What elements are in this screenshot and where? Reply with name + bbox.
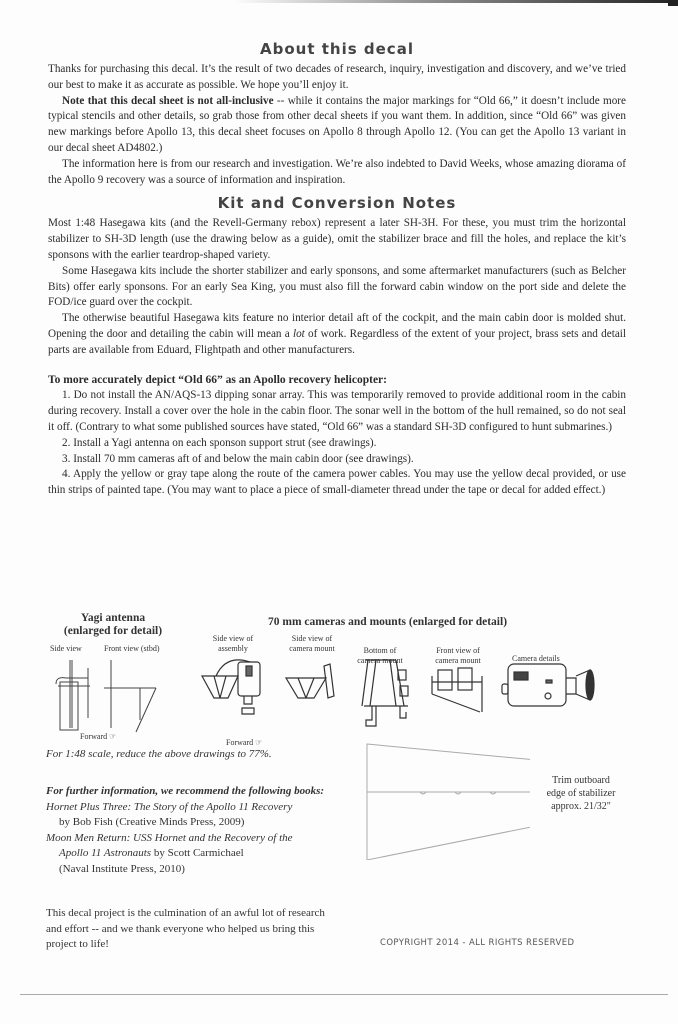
book2-title: Moon Men Return: USS Hornet and the Recovery of the bbox=[46, 831, 293, 844]
yagi-forward-label: Forward ☞ bbox=[80, 732, 117, 741]
top-corner-mark bbox=[668, 0, 678, 6]
side-assembly-line2: assembly bbox=[218, 644, 248, 653]
yagi-title-line1: Yagi antenna bbox=[80, 612, 146, 624]
side-mount-line1: Side view of bbox=[291, 634, 333, 643]
yagi-side-label: Side view bbox=[50, 644, 82, 653]
trim-note-line3: approx. 21/32" bbox=[551, 801, 611, 812]
kit-paragraph-1: Most 1:48 Hasegawa kits (and the Revell-Germany rebox) represent a later SH-3H. For these, you must trim the horizontal stabilizer to SH-3D length (use the drawing below as a guide), omit the stabilizer brace and fill the holes, and replace the kit’s sponsons with the earlier teardrop-shaped variety. bbox=[48, 217, 626, 261]
book2-author: by Scott Carmichael bbox=[151, 847, 244, 859]
recovery-item-3: 3. Install 70 mm cameras aft of and below the main cabin door (see drawings). bbox=[62, 452, 414, 465]
recovery-lead: To more accurately depict “Old 66” as an Apollo recovery helicopter: bbox=[48, 373, 387, 386]
recovery-item-2: 2. Install a Yagi antenna on each sponson support strut (see drawings). bbox=[62, 436, 377, 449]
yagi-title bbox=[48, 612, 178, 638]
books-section bbox=[46, 784, 326, 877]
book2-publisher: (Naval Institute Press, 2010) bbox=[59, 862, 185, 875]
book2-author-line bbox=[46, 846, 326, 862]
copyright: COPYRIGHT 2014 - ALL RIGHTS RESERVED bbox=[380, 938, 575, 948]
about-note-rest: -- while it contains the major markings for “Old 66,” it doesn’t include more typical stencils and other details, so grab those from other decal sheets if you want them. In addition, since “Old 66” was given new markings before Apollo 13, this decal sheet focuses on Apollo 8 through Apollo 12. (You can get the Apollo 13 variant in our decal sheet AD4802.) bbox=[48, 94, 626, 154]
kit-paragraph-3 bbox=[48, 311, 626, 358]
book2-title-cont: Apollo 11 Astronauts bbox=[59, 847, 152, 859]
trim-note-line1: Trim outboard bbox=[552, 775, 610, 786]
kit-heading: Kit and Conversion Notes bbox=[217, 194, 457, 213]
trim-note bbox=[536, 774, 626, 813]
about-paragraph-1: Thanks for purchasing this decal. It’s the result of two decades of research, inquiry, investigation and discovery, and we’ve tried our best to make it as accurate as possible. We hope you’ll enjoy it. bbox=[48, 63, 626, 91]
recovery-item-4: 4. Apply the yellow or gray tape along the route of the camera power cables. You may use the yellow decal provided, or use thin strips of painted tape. (You may want to place a piece of small-diameter thread under the tape or decal for added effect.) bbox=[48, 468, 626, 497]
bottom-edge-line bbox=[20, 994, 668, 995]
kit-p3-a: The otherwise beautiful Hasegawa kits feature no interior detail aft of the cockpit, and the main cabin door is molded shut. Opening the door and detailing the cabin will mean a bbox=[48, 312, 626, 340]
front-mount-line2: camera mount bbox=[435, 656, 481, 665]
stabilizer-trim-drawing bbox=[360, 740, 530, 860]
side-assembly-line1: Side view of bbox=[212, 634, 254, 643]
about-heading: About this decal bbox=[260, 40, 414, 58]
front-mount-line1: Front view of bbox=[436, 646, 480, 655]
side-mount-label bbox=[284, 634, 340, 654]
yagi-front-label: Front view (stbd) bbox=[104, 644, 160, 653]
camera-mount-drawings bbox=[196, 656, 596, 736]
recovery-item-1: 1. Do not install the AN/AQS-13 dipping sonar array. This was temporarily removed to provide additional room in the cabin during recovery. Install a cover over the hole in the cabin floor. The sonar well in the bottom of the hull remained, so do not seal it off. (Contrary to what some published sources have stated, “Old 66” was a standard SH-3D configured to hunt submarines.) bbox=[48, 389, 626, 433]
side-mount-line2: camera mount bbox=[289, 644, 335, 653]
kit-p3-emphasis: lot bbox=[292, 327, 305, 340]
yagi-antenna-drawing bbox=[44, 656, 174, 736]
kit-paragraph-2: Some Hasegawa kits include the shorter stabilizer and early sponsons, and some aftermarket manufacturers (such as Belcher Bits) offer early sponsons. For an early Sea King, you must also fill the forward cabin window on the port side and delete the FOD/ice guard over the cockpit. bbox=[48, 264, 626, 309]
thanks-note: This decal project is the culmination of an awful lot of research and effort -- and we thank everyone who helped us bring this project to life! bbox=[46, 907, 325, 950]
book1-author: by Bob Fish (Creative Minds Press, 2009) bbox=[59, 816, 245, 828]
camera-title: 70 mm cameras and mounts (enlarged for detail) bbox=[268, 616, 508, 628]
scale-note: For 1:48 scale, reduce the above drawings to 77%. bbox=[46, 748, 272, 760]
bottom-mount-line1: Bottom of bbox=[363, 646, 397, 655]
top-edge-line bbox=[230, 0, 678, 3]
kit-p3-b: of work. Regardless of the extent of your project, brass sets and detail parts are available from Eduard, Flightpath and other manufacturers. bbox=[48, 327, 626, 356]
about-paragraph-3: The information here is from our research and investigation. We’re also indebted to David Weeks, whose amazing diorama of the Apollo 9 recovery was a source of information and inspiration. bbox=[48, 157, 626, 186]
about-paragraph-2 bbox=[48, 94, 626, 157]
about-note-bold: Note that this decal sheet is not all-inclusive bbox=[62, 94, 274, 107]
camera-forward-label: Forward ☞ bbox=[226, 738, 263, 747]
side-assembly-label bbox=[208, 634, 258, 654]
camera-details-label: Camera details bbox=[512, 654, 560, 663]
books-heading: For further information, we recommend the following books: bbox=[46, 785, 325, 797]
yagi-title-line2: (enlarged for detail) bbox=[63, 625, 163, 637]
document-body bbox=[48, 36, 626, 499]
trim-note-line2: edge of stabilizer bbox=[546, 788, 616, 799]
book1-title: Hornet Plus Three: The Story of the Apollo 11 Recovery bbox=[46, 800, 293, 813]
bottom-mount-line2: camera mount bbox=[357, 656, 403, 665]
